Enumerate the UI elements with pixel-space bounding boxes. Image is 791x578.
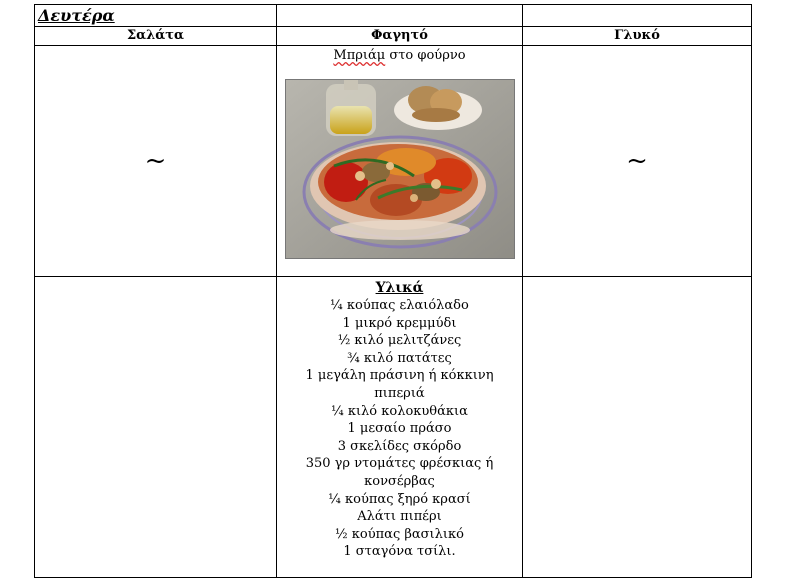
day-cell xyxy=(35,5,277,27)
ingredient-item: ¼ κιλό κολοκυθάκια xyxy=(331,403,468,419)
empty-cell xyxy=(523,277,752,578)
salad-header: Σαλάτα xyxy=(35,27,277,46)
dessert-cell xyxy=(523,46,752,277)
dish-name-rest: στο φούρνο xyxy=(385,48,466,63)
ingredient-item: 1 σταγόνα τσίλι. xyxy=(343,544,456,560)
ingredient-item: ¼ κούπας ελαιόλαδο xyxy=(330,298,469,313)
dessert-header: Γλυκό xyxy=(523,27,752,46)
ingredient-item: κονσέρβας xyxy=(364,473,435,489)
day-title: Δευτέρα xyxy=(38,6,115,25)
ingredient-item: 1 μικρό κρεμμύδι xyxy=(342,315,457,331)
ingredient-item: ½ κούπας βασιλικό xyxy=(335,526,464,542)
ingredients-title: Υλικά xyxy=(375,280,424,296)
ingredient-item: 350 γρ ντομάτες φρέσκιας ή xyxy=(305,456,494,472)
salad-cell xyxy=(35,46,277,277)
dish-photo xyxy=(285,79,515,259)
ingredient-item: πιπεριά xyxy=(374,385,425,401)
ingredient-item: 1 μεγάλη πράσινη ή κόκκινη xyxy=(305,368,494,384)
empty-cell xyxy=(277,5,523,27)
ingredients-list xyxy=(277,277,522,561)
salad-value: ~ xyxy=(144,146,167,176)
dish-name-first: Μπριάμ xyxy=(333,48,386,63)
dish-name xyxy=(277,47,522,65)
food-cell xyxy=(277,46,523,277)
menu-table xyxy=(34,4,752,578)
dessert-value: ~ xyxy=(626,146,648,176)
ingredient-item: ½ κιλό μελιτζάνες xyxy=(337,333,462,349)
ingredient-item: 3 σκελίδες σκόρδο xyxy=(337,438,462,454)
ingredients-cell xyxy=(277,277,523,578)
empty-cell xyxy=(523,5,752,27)
food-header: Φαγητό xyxy=(277,27,523,46)
empty-cell xyxy=(35,277,277,578)
ingredient-item: ¾ κιλό πατάτες xyxy=(347,350,452,366)
ingredient-item: 1 μεσαίο πράσο xyxy=(347,421,452,437)
ingredient-item: ¼ κούπας ξηρό κρασί xyxy=(328,491,471,507)
ingredient-item: Αλάτι πιπέρι xyxy=(357,509,442,525)
